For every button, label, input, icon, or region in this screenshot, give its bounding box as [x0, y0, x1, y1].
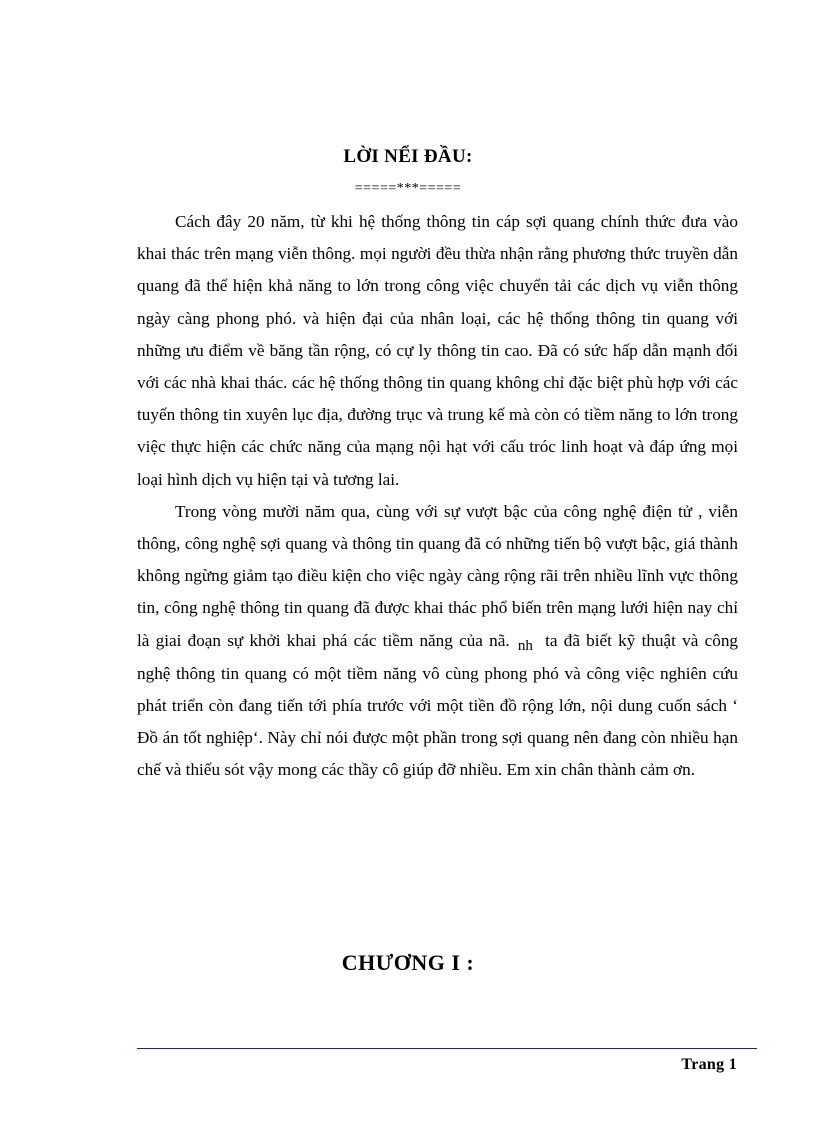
inline-fragment: nh [517, 637, 533, 654]
paragraph-text: ta đã biết kỹ thuật và công nghệ thông tin quang có một tiềm năng vô cùng phong phó và công việc nghiên cứu phát triển còn đang tiến tới phía trước với một tiền đồ rộng lớn, nội dung cuốn sách ‘ Đồ án tốt nghiệp‘. Này chỉ nói được một phần trong sợi quang nên đang còn nhiều hạn chế và thiếu sót vậy mong các thầy cô giúp đỡ nhiều. Em xin chân thành cảm ơn. [137, 630, 739, 780]
paragraph: Cách đây 20 năm, từ khi hệ thống thông tin cáp sợi quang chính thức đưa vào khai thác trên mạng viễn thông. mọi người đều thừa nhận rằng phương thức truyền dẫn quang đã thể hiện khả năng to lớn trong công việc chuyển tải các dịch vụ viễn thông ngày càng phong phó. và hiện đại của nhân loại, các hệ thống thông tin quang với những ưu điểm về băng tần rộng, có cự ly thông tin cao. Đã có sức hấp dẫn mạnh đối với các nhà khai thác. các hệ thống thông tin quang không chỉ đặc biệt phù hợp với các tuyến thông tin xuyên lục địa, đường trục và trung kế mà còn có tiềm năng to lớn trong việc thực hiện các chức năng của mạng nội hạt với cấu tróc linh hoạt và đáp ứng mọi loại hình dịch vụ hiện tại và tương lai. [137, 212, 738, 489]
paragraph [137, 496, 738, 787]
chapter-heading: CHƯƠNG I : [341, 950, 475, 975]
body-text [137, 206, 738, 787]
paragraph-text: Trong vòng mười năm qua, cùng với sự vượt bậc của công nghệ điện tử , viễn thông, công nghệ sợi quang và thông tin quang đã có những tiến bộ vượt bậc, giá thành không ngừng giảm tạo điều kiện cho việc ngày càng rộng rãi trên nhiều lĩnh vực thông tin, công nghệ thông tin quang đã được khai thác phổ biến trên mạng lưới hiện nay chỉ là giai đoạn sự khởi khai phá các tiềm năng của nã. [137, 501, 738, 650]
page-title: LỜI NỂI ĐẦU: [343, 146, 473, 167]
footer-rule [137, 1048, 757, 1049]
title-ornament: =====***===== [354, 181, 462, 196]
page-number: Trang 1 [681, 1056, 737, 1073]
